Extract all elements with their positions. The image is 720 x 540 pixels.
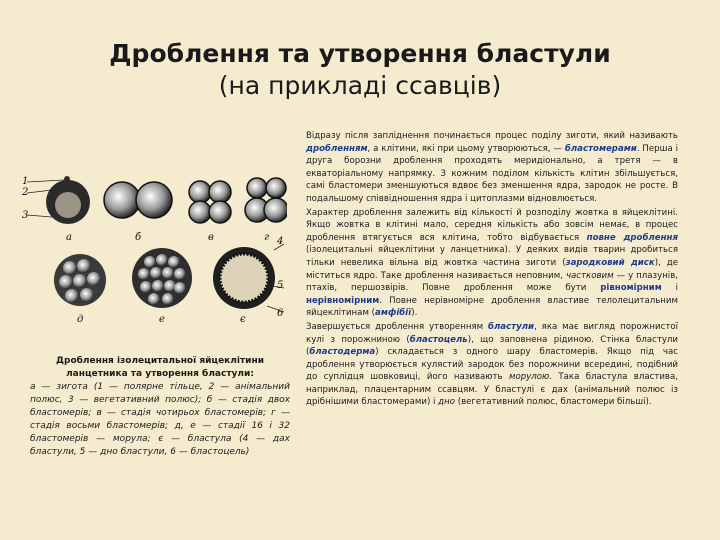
caption-body: а — зигота (1 — полярне тільце, 2 — анімальний полюс, 3 — вегетативний полюс); б — стадія двох бластомерів; в — стадія чотирьох бластомерів; г — стадія восьми бластомерів; д, е — стадії 16 і 32 бластомерів — морула; є — бластула (4 — дах бластули, 5 — дно бластули, 6 — бластоцель) [30,382,290,457]
p3-text-f: (вегетативний полюс, бластомери більші). [454,397,652,408]
figure-label-d: д [77,314,84,325]
term-blastomeres: бластомерами [564,143,637,154]
p2-text-g: ). [411,308,418,319]
caption-title: Дроблення ізолецитальної яйцеклітини ланцетника та утворення бластули: [55,356,265,379]
term-unequal: нерівномірним [306,295,380,306]
term-bottom: дно [438,397,455,408]
p1-text-a: Відразу після запліднення починається процес поділу зиготи, який називають [306,131,678,141]
term-equal: рівномірним [600,283,662,294]
term-blastocoel: бластоцель [409,334,468,345]
paragraph-blastula [306,321,678,409]
body-text [306,130,678,410]
paragraph-cleavage [306,130,678,206]
term-blastula: бластули [487,321,535,332]
p2-text-a: Характер дроблення залежить від кількості й розподілу жовтка в яйцеклітині. Якщо жовтка в клітині мало, середня кількість або зовсім немає, в процес дроблення втягується вся клітина, тобто відбувається [306,207,678,243]
figure-label-4: 4 [277,236,284,247]
p2-text-f: . Повне нерівномірне дроблення властиве телолецитальним яйцеклітинам ( [306,295,678,319]
p2-text-c: ), де міститься ядро. Таке дроблення називається неповним, [306,257,679,281]
p3-text-d: ) складається з одного шару бластомерів. Якщо під час дроблення утворюється кулястий зародок без порожнини всередині, подібний до суплідця шовковиці, його називають [306,347,678,383]
figure-label-g: г [264,232,270,243]
blastula-drawing [213,244,284,312]
figure-label-a: а [66,232,72,243]
figure-label-1: 1 [22,176,29,187]
term-cleavage: дробленням [306,143,368,154]
figure-label-2: 2 [22,187,29,198]
p3-text-a: Завершується дроблення утворенням [306,321,488,332]
figure-label-e: е [159,314,165,325]
eight-blastomeres-drawing [245,178,287,222]
four-blastomeres-drawing [189,181,231,223]
title-line-2: (на прикладі ссавців) [218,71,502,100]
term-amphibians: амфібії [375,308,412,319]
term-morula: морулою [508,372,550,383]
slide-title [0,38,720,102]
title-line-1: Дроблення та утворення бластули [109,39,611,68]
term-blastoderm: бластодерма [309,347,376,358]
p2-text-e: і [661,283,678,294]
zygote-drawing [27,176,90,224]
figure-label-b: б [135,232,142,243]
term-partial: частковим [565,270,614,281]
p3-text-c: ), що заповнена рідиною. Стінка бластули ( [306,334,678,358]
p2-text-b: (ізолецитальні яйцеклітини у ланцетника). У деяких видів тварин дробиться тільки невелика вільна від жовтка частина зиготи ( [306,245,678,268]
figure-label-v: в [208,232,214,243]
cleavage-stages-figure [22,160,287,335]
morula-32-drawing [132,248,192,308]
figure-label-6: 6 [277,308,284,319]
p3-text-b: , яка має вигляд порожнистої кулі з порожниною ( [306,321,678,345]
term-germinal-disc: зародковий диск [565,257,655,268]
figure-label-3: 3 [22,210,29,221]
p1-text-b: , а клітини, які при цьому утворюються, — [367,143,565,154]
p3-text-e: . Така бластула властива, наприклад, плацентарним ссавцям. У бластулі є дах (анімальний полюс із дрібнішими бластомерами) і [306,372,678,408]
term-complete-cleavage: повне дроблення [586,232,678,243]
morula-16-drawing [54,254,106,306]
p1-text-c: . Перша і друга борозни дроблення проходять меридіонально, а третя — в екваторіальному напрямку. З кожним поділом кількість клітин збільшується, самі бластомери зменшуються вдвоє без зменшення ядра, зародок не росте. В подальшому співвідношення ядра і цитоплазми відновлюється. [306,143,679,204]
figure-label-ye: є [240,314,246,325]
p2-text-d: — у плазунів, птахів, першозвірів. Повне дроблення може бути [306,270,678,294]
paragraph-cleavage-type [306,207,678,320]
figure-caption [30,355,290,459]
figure-label-5: 5 [277,280,284,291]
two-blastomeres-drawing [104,182,172,218]
